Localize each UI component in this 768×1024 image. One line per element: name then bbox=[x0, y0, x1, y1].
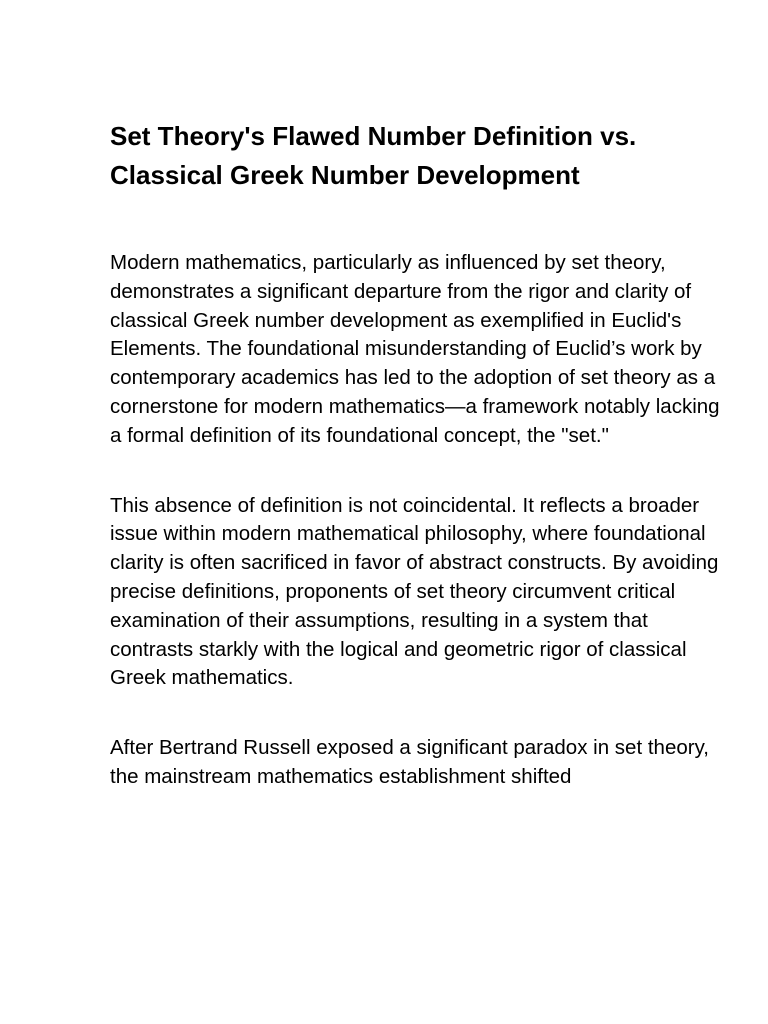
paragraph-1: Modern mathematics, particularly as influenced by set theory, demonstrates a significant departure from the rigor and clarity of classical Greek number development as exemplified in Euclid's Elements. The foundational misunderstanding of Euclid’s work by contemporary academics has led to the adoption of set theory as a cornerstone for modern mathematics—a framework notably lacking a formal definition of its foundational concept, the "set." bbox=[110, 251, 720, 447]
document-title: Set Theory's Flawed Number Definition vs. Classical Greek Number Development bbox=[110, 121, 637, 190]
document-body bbox=[110, 117, 720, 792]
paragraph-2: This absence of definition is not coincidental. It reflects a broader issue within modern mathematical philosophy, where foundational clarity is often sacrificed in favor of abstract constructs. By avoiding precise definitions, proponents of set theory circumvent critical examination of their assumptions, resulting in a system that contrasts starkly with the logical and geometric rigor of classical Greek mathematics. bbox=[110, 493, 719, 690]
paragraph-3: After Bertrand Russell exposed a significant paradox in set theory, the mainstream mathematics establishment shifted bbox=[110, 736, 709, 788]
